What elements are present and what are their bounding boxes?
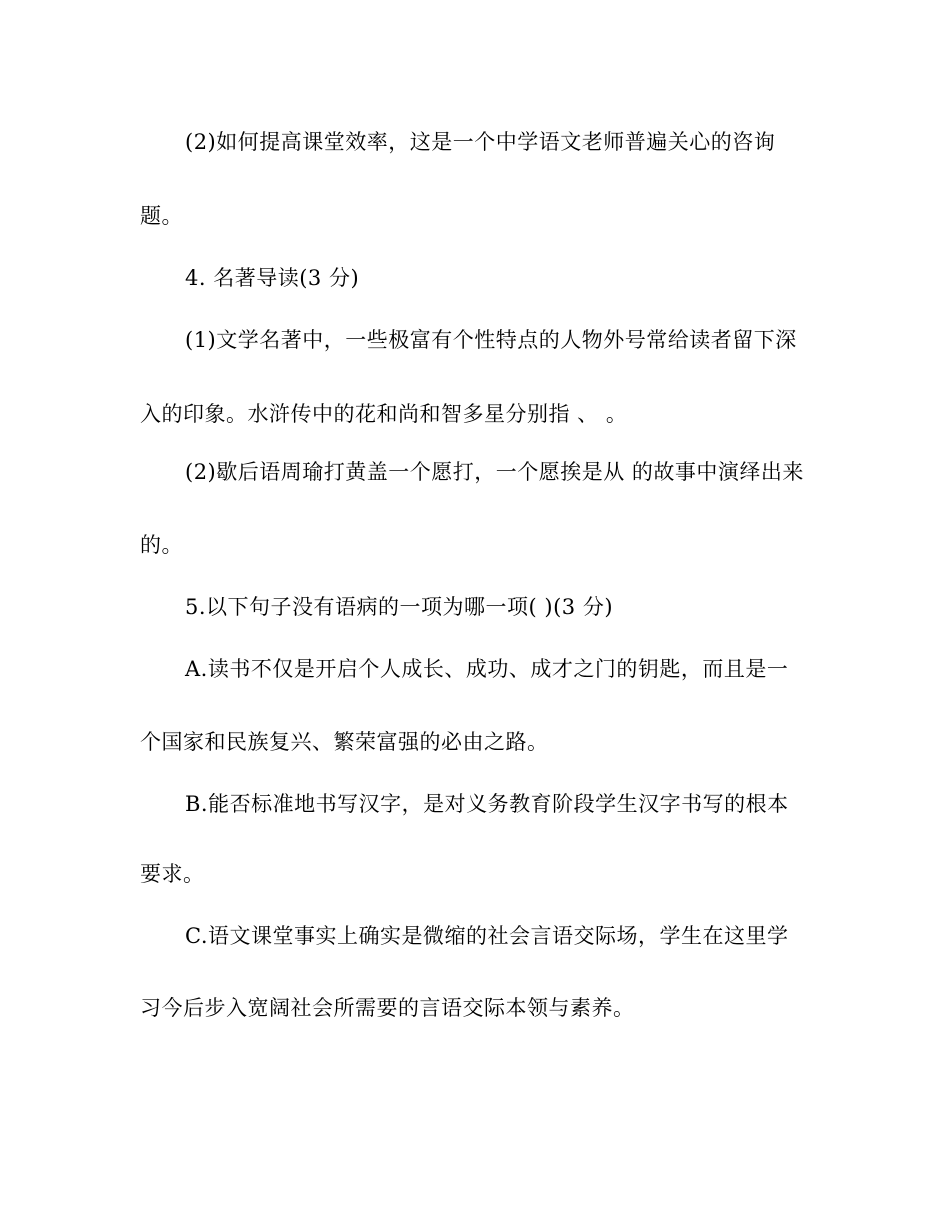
paragraph-line-3: (1)文学名著中，一些极富有个性特点的人物外号常给读者留下深 xyxy=(185,328,797,352)
paragraph-line-5: (2)歇后语周瑜打黄盖一个愿打，一个愿挨是从 的故事中演绎出来 xyxy=(185,460,804,484)
paragraph-line-4: 入的印象。水浒传中的花和尚和智多星分别指 、 。 xyxy=(140,402,628,426)
option-b-line-2: 要求。 xyxy=(140,862,205,886)
option-c-line-1: C.语文课堂事实上确实是微缩的社会言语交际场，学生在这里学 xyxy=(185,924,789,948)
section-heading-4: 4. 名著导读(3 分) xyxy=(185,266,360,290)
option-a-line-2: 个国家和民族复兴、繁荣富强的必由之路。 xyxy=(140,730,549,754)
paragraph-line-1: (2)如何提高课堂效率，这是一个中学语文老师普遍关心的咨询 xyxy=(185,130,776,154)
question-5-heading: 5.以下句子没有语病的一项为哪一项( )(3 分) xyxy=(185,595,614,619)
paragraph-line-2: 题。 xyxy=(140,204,183,228)
option-b-line-1: B.能否标准地书写汉字，是对义务教育阶段学生汉字书写的根本 xyxy=(185,792,789,816)
option-a-line-1: A.读书不仅是开启个人成长、成功、成才之门的钥匙，而且是一 xyxy=(185,657,789,681)
paragraph-line-6: 的。 xyxy=(140,533,183,557)
option-c-line-2: 习今后步入宽阔社会所需要的言语交际本领与素养。 xyxy=(140,996,635,1020)
